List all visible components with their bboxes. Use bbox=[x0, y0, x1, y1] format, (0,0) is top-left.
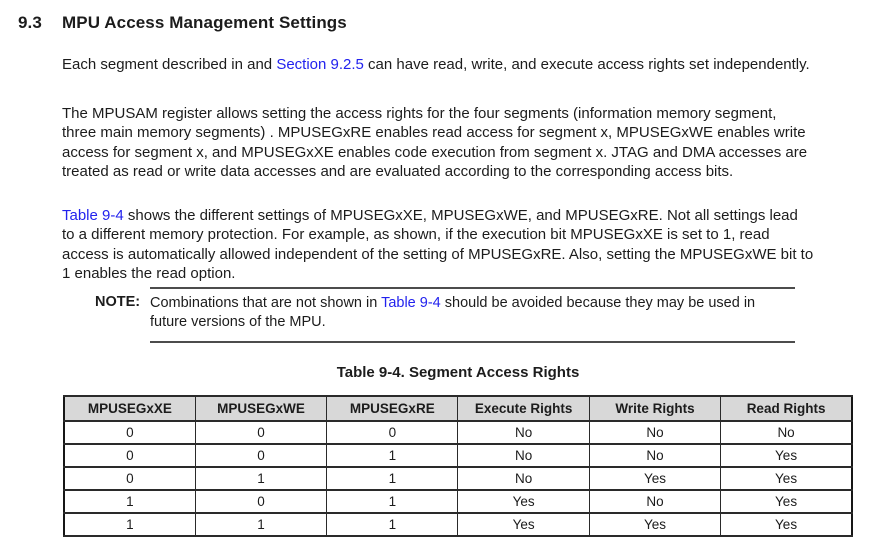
table-header-cell: MPUSEGxXE bbox=[64, 396, 195, 421]
table-cell: No bbox=[589, 490, 720, 513]
note-body bbox=[150, 287, 795, 343]
table-cell: 1 bbox=[64, 490, 195, 513]
table-row bbox=[64, 513, 852, 536]
link-section-9-2-5[interactable]: Section 9.2.5 bbox=[276, 56, 364, 73]
section-heading bbox=[18, 13, 347, 33]
table-cell: 0 bbox=[64, 421, 195, 444]
table-cell: Yes bbox=[721, 490, 852, 513]
note-text bbox=[150, 294, 778, 333]
table-header-cell: Write Rights bbox=[589, 396, 720, 421]
table-cell: Yes bbox=[458, 513, 589, 536]
table-cell: 1 bbox=[327, 467, 458, 490]
table-header-row bbox=[64, 396, 852, 421]
table-cell: Yes bbox=[721, 467, 852, 490]
table-row bbox=[64, 490, 852, 513]
paragraph-text: The MPUSAM register allows setting the access rights for the four segments (information memory segment, three main memory segments) . MPUSEGxRE enables read access for segment x, MPUSEGxWE enables write access for segment x, and MPUSEGxXE enables code execution from segment x. JTAG and DMA accesses are treated as read or write data accesses and are evaluated according to the corresponding access bits. bbox=[62, 105, 808, 180]
segment-access-rights-table bbox=[63, 395, 853, 537]
paragraph-intro bbox=[62, 55, 814, 74]
table-cell: Yes bbox=[458, 490, 589, 513]
note-bottom-rule bbox=[150, 341, 795, 343]
table-cell: Yes bbox=[589, 467, 720, 490]
table-cell: Yes bbox=[721, 513, 852, 536]
table-header-cell: MPUSEGxRE bbox=[327, 396, 458, 421]
table-header-cell: Execute Rights bbox=[458, 396, 589, 421]
table-cell: 1 bbox=[64, 513, 195, 536]
table-cell: Yes bbox=[721, 444, 852, 467]
table-cell: 1 bbox=[195, 513, 326, 536]
paragraph-text: shows the different settings of MPUSEGxXE, MPUSEGxWE, and MPUSEGxRE. Not all settings lead to a different memory protection. For example, as shown, if the execution bit MPUSEGxXE is set to 1, read access is automatically allowed independent of the setting of MPUSEGxRE. Also, setting the MPUSEGxWE bit to 1 enables the read option. bbox=[62, 207, 814, 282]
table-cell: 0 bbox=[64, 444, 195, 467]
section-number: 9.3 bbox=[18, 13, 42, 32]
note-block bbox=[95, 287, 795, 343]
table-header-cell: Read Rights bbox=[721, 396, 852, 421]
note-label: NOTE: bbox=[95, 294, 141, 310]
table-cell: No bbox=[458, 421, 589, 444]
table-row bbox=[64, 421, 852, 444]
table-cell: No bbox=[721, 421, 852, 444]
table-header-cell: MPUSEGxWE bbox=[195, 396, 326, 421]
table-cell: 0 bbox=[195, 421, 326, 444]
table-row bbox=[64, 444, 852, 467]
note-text-post: should be avoided because they may be used in future versions of the MPU. bbox=[150, 295, 756, 331]
table-row bbox=[64, 467, 852, 490]
link-table-9-4-note[interactable]: Table 9-4 bbox=[381, 295, 441, 311]
paragraph-table-ref bbox=[62, 206, 814, 283]
table-cell: No bbox=[589, 421, 720, 444]
table-cell: 0 bbox=[327, 421, 458, 444]
note-text-pre: Combinations that are not shown in bbox=[150, 295, 382, 311]
table-cell: 0 bbox=[195, 444, 326, 467]
table-title: Table 9-4. Segment Access Rights bbox=[336, 364, 580, 381]
table-cell: 0 bbox=[64, 467, 195, 490]
note-top-rule bbox=[150, 287, 795, 289]
link-table-9-4[interactable]: Table 9-4 bbox=[62, 207, 124, 224]
table-cell: No bbox=[458, 467, 589, 490]
table-cell: No bbox=[589, 444, 720, 467]
table-cell: 1 bbox=[327, 490, 458, 513]
table-cell: 1 bbox=[327, 513, 458, 536]
paragraph-text: Each segment described in and bbox=[62, 56, 277, 73]
table-cell: 1 bbox=[195, 467, 326, 490]
table-cell: 0 bbox=[195, 490, 326, 513]
table-cell: 1 bbox=[327, 444, 458, 467]
paragraph-mpusam bbox=[62, 104, 814, 181]
table-cell: Yes bbox=[589, 513, 720, 536]
section-title: MPU Access Management Settings bbox=[62, 13, 347, 32]
paragraph-text: can have read, write, and execute access rights set independently. bbox=[363, 56, 810, 73]
table-cell: No bbox=[458, 444, 589, 467]
